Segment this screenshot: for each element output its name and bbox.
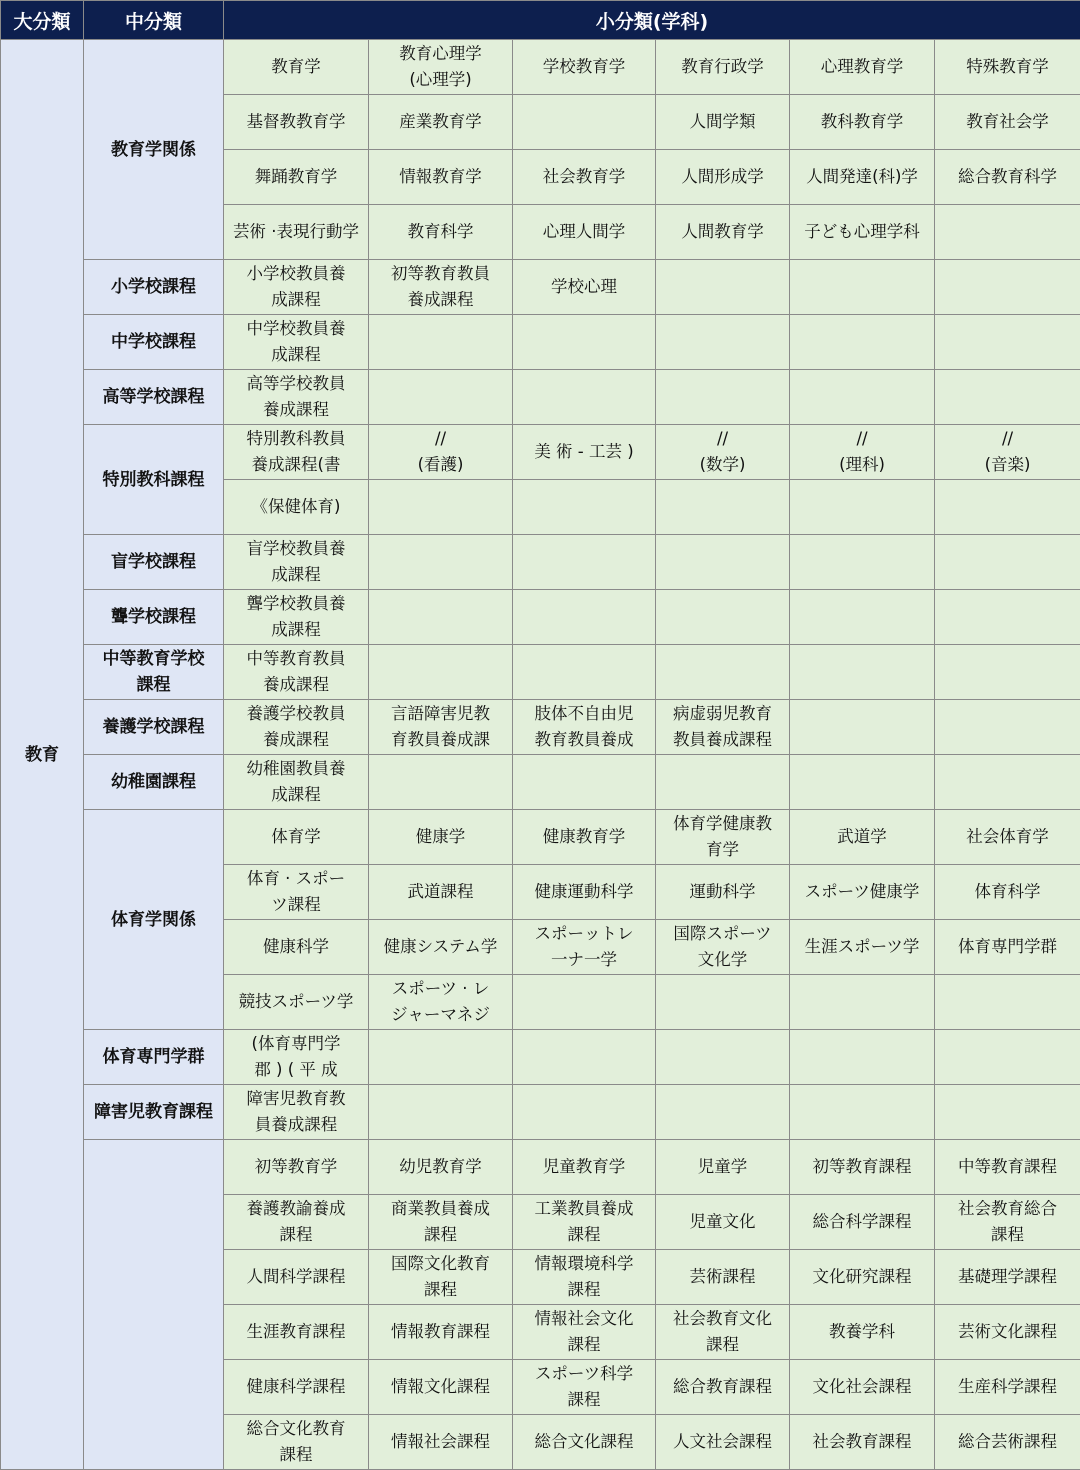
subject-cell <box>935 315 1080 370</box>
subject-cell: 盲学校教員養 成課程 <box>224 535 369 590</box>
subject-cell: 養護教諭養成 課程 <box>224 1195 369 1250</box>
subject-cell: スポーツ · レ ジャーマネジ <box>369 975 513 1030</box>
subject-cell: スポーツ健康学 <box>790 865 935 920</box>
header-sub: 小分類(学科) <box>224 1 1080 40</box>
subject-cell: 子ども心理学科 <box>790 205 935 260</box>
subject-cell: 総合教育科学 <box>935 150 1080 205</box>
subject-cell: 高等学校教員 養成課程 <box>224 370 369 425</box>
subject-cell: 社会教育学 <box>513 150 656 205</box>
subject-cell: 社会教育総合 課程 <box>935 1195 1080 1250</box>
subject-cell: 武道学 <box>790 810 935 865</box>
subject-cell <box>656 755 790 810</box>
subject-cell <box>656 370 790 425</box>
subject-cell <box>513 480 656 535</box>
mid-category-cell: 特別教科課程 <box>84 425 224 535</box>
major-category-cell: 教育 <box>1 40 84 1470</box>
mid-category-cell <box>84 1140 224 1470</box>
subject-cell <box>790 645 935 700</box>
subject-cell: 教育科学 <box>369 205 513 260</box>
subject-cell: 聾学校教員養 成課程 <box>224 590 369 645</box>
subject-cell: 舞踊教育学 <box>224 150 369 205</box>
mid-category-cell: 体育学関係 <box>84 810 224 1030</box>
subject-cell: 健康科学課程 <box>224 1360 369 1415</box>
subject-cell: 文化社会課程 <box>790 1360 935 1415</box>
subject-cell: 《保健体育) <box>224 480 369 535</box>
subject-cell: 初等教育課程 <box>790 1140 935 1195</box>
subject-cell <box>935 1085 1080 1140</box>
subject-cell <box>935 205 1080 260</box>
subject-cell <box>513 755 656 810</box>
table-row <box>1 645 1080 700</box>
subject-cell: // (看護) <box>369 425 513 480</box>
subject-cell: 児童教育学 <box>513 1140 656 1195</box>
subject-cell <box>369 315 513 370</box>
subject-cell: 基礎理学課程 <box>935 1250 1080 1305</box>
subject-cell: 体育学 <box>224 810 369 865</box>
subject-cell: 幼稚園教員養 成課程 <box>224 755 369 810</box>
subject-cell: 特殊教育学 <box>935 40 1080 95</box>
subject-cell: 児童学 <box>656 1140 790 1195</box>
mid-category-cell: 障害児教育課程 <box>84 1085 224 1140</box>
subject-cell <box>369 1085 513 1140</box>
subject-cell: 産業教育学 <box>369 95 513 150</box>
subject-cell: 体育 · スポー ツ課程 <box>224 865 369 920</box>
subject-cell: 幼児教育学 <box>369 1140 513 1195</box>
subject-cell <box>656 535 790 590</box>
subject-cell <box>935 590 1080 645</box>
subject-cell: 体育専門学群 <box>935 920 1080 975</box>
subject-cell <box>656 480 790 535</box>
mid-category-cell: 中等教育学校 課程 <box>84 645 224 700</box>
subject-cell: 運動科学 <box>656 865 790 920</box>
subject-cell: 健康運動科学 <box>513 865 656 920</box>
subject-cell <box>656 1030 790 1085</box>
subject-cell: 総合芸術課程 <box>935 1415 1080 1470</box>
subject-cell <box>935 260 1080 315</box>
subject-cell: 児童文化 <box>656 1195 790 1250</box>
header-row <box>1 1 1080 40</box>
subject-cell: 教養学科 <box>790 1305 935 1360</box>
subject-cell <box>790 1085 935 1140</box>
subject-cell <box>369 590 513 645</box>
subject-cell: 健康システム学 <box>369 920 513 975</box>
subject-cell <box>790 535 935 590</box>
subject-cell: 生涯スポーツ学 <box>790 920 935 975</box>
subject-cell: 教育心理学 (心理学) <box>369 40 513 95</box>
subject-cell <box>935 480 1080 535</box>
subject-cell <box>369 645 513 700</box>
table-row <box>1 425 1080 480</box>
subject-cell: 基督教教育学 <box>224 95 369 150</box>
table-row <box>1 700 1080 755</box>
subject-cell: // (数学) <box>656 425 790 480</box>
subject-cell <box>369 480 513 535</box>
subject-cell: 心理教育学 <box>790 40 935 95</box>
subject-cell: 人間学類 <box>656 95 790 150</box>
mid-category-cell: 養護学校課程 <box>84 700 224 755</box>
subject-cell: 人間発達(科)学 <box>790 150 935 205</box>
subject-cell: 美 術 - 工芸 ) <box>513 425 656 480</box>
table-row <box>1 1085 1080 1140</box>
subject-cell <box>513 370 656 425</box>
subject-cell: 中等教育教員 養成課程 <box>224 645 369 700</box>
subject-cell: 生産科学課程 <box>935 1360 1080 1415</box>
subject-cell: 情報社会課程 <box>369 1415 513 1470</box>
subject-cell <box>790 260 935 315</box>
subject-cell: 言語障害児教 育教員養成課 <box>369 700 513 755</box>
subject-cell <box>935 1030 1080 1085</box>
subject-cell <box>369 755 513 810</box>
table-row <box>1 315 1080 370</box>
subject-cell: 人間科学課程 <box>224 1250 369 1305</box>
table-row <box>1 810 1080 865</box>
subject-cell: 総合教育課程 <box>656 1360 790 1415</box>
subject-cell: 中等教育課程 <box>935 1140 1080 1195</box>
subject-cell <box>656 645 790 700</box>
subject-cell: 国際スポーツ 文化学 <box>656 920 790 975</box>
subject-cell <box>790 590 935 645</box>
table-row <box>1 535 1080 590</box>
subject-cell: スポーットレ 一ナ一学 <box>513 920 656 975</box>
subject-cell <box>656 975 790 1030</box>
subject-cell <box>790 700 935 755</box>
subject-cell: 小学校教員養 成課程 <box>224 260 369 315</box>
subject-cell: 健康科学 <box>224 920 369 975</box>
subject-cell: 工業教員養成 課程 <box>513 1195 656 1250</box>
subject-cell <box>656 590 790 645</box>
subject-cell <box>513 1030 656 1085</box>
subject-cell: 社会教育課程 <box>790 1415 935 1470</box>
subject-cell: 特別教科教員 養成課程(書 <box>224 425 369 480</box>
subject-cell <box>935 535 1080 590</box>
subject-cell: (体育専門学 郡 ) ( 平 成 <box>224 1030 369 1085</box>
table-row <box>1 40 1080 95</box>
subject-cell <box>513 535 656 590</box>
subject-cell <box>369 535 513 590</box>
subject-cell: 総合文化課程 <box>513 1415 656 1470</box>
table-row <box>1 260 1080 315</box>
subject-cell: 教育社会学 <box>935 95 1080 150</box>
subject-cell: 学校心理 <box>513 260 656 315</box>
subject-cell: 芸術 ·表現行動学 <box>224 205 369 260</box>
subject-cell: 人間形成学 <box>656 150 790 205</box>
table-row <box>1 755 1080 810</box>
subject-cell <box>369 1030 513 1085</box>
subject-cell: 体育科学 <box>935 865 1080 920</box>
subject-cell: 武道課程 <box>369 865 513 920</box>
subject-cell <box>656 315 790 370</box>
subject-cell <box>513 1085 656 1140</box>
subject-cell <box>935 700 1080 755</box>
subject-cell <box>935 645 1080 700</box>
subject-cell: 体育学健康教 育学 <box>656 810 790 865</box>
subject-cell <box>513 315 656 370</box>
subject-cell <box>935 975 1080 1030</box>
subject-cell: 教科教育学 <box>790 95 935 150</box>
subject-cell <box>935 755 1080 810</box>
subject-cell: // (理科) <box>790 425 935 480</box>
subject-cell: 心理人間学 <box>513 205 656 260</box>
subject-cell <box>513 95 656 150</box>
mid-category-cell: 幼稚園課程 <box>84 755 224 810</box>
subject-cell: 情報教育学 <box>369 150 513 205</box>
mid-category-cell: 盲学校課程 <box>84 535 224 590</box>
subject-cell: 教育行政学 <box>656 40 790 95</box>
subject-cell: 芸術文化課程 <box>935 1305 1080 1360</box>
subject-cell: 学校教育学 <box>513 40 656 95</box>
subject-cell: 病虚弱児教育 教員養成課程 <box>656 700 790 755</box>
subject-cell: 中学校教員養 成課程 <box>224 315 369 370</box>
subject-cell <box>790 480 935 535</box>
subject-cell: 人間教育学 <box>656 205 790 260</box>
subject-cell: 国際文化教育 課程 <box>369 1250 513 1305</box>
header-major: 大分類 <box>1 1 84 40</box>
subject-cell: 生涯教育課程 <box>224 1305 369 1360</box>
subject-cell: 健康学 <box>369 810 513 865</box>
subject-cell <box>790 975 935 1030</box>
subject-cell: 障害児教育教 員養成課程 <box>224 1085 369 1140</box>
subject-cell: 養護学校教員 養成課程 <box>224 700 369 755</box>
subject-cell: 教育学 <box>224 40 369 95</box>
subject-cell <box>935 370 1080 425</box>
table-row <box>1 370 1080 425</box>
subject-cell: 初等教育学 <box>224 1140 369 1195</box>
mid-category-cell: 高等学校課程 <box>84 370 224 425</box>
subject-cell <box>790 755 935 810</box>
subject-cell <box>369 370 513 425</box>
subject-cell: 情報社会文化 課程 <box>513 1305 656 1360</box>
mid-category-cell: 聾学校課程 <box>84 590 224 645</box>
mid-category-cell: 体育専門学群 <box>84 1030 224 1085</box>
subject-cell: 情報教育課程 <box>369 1305 513 1360</box>
subject-cell: 社会教育文化 課程 <box>656 1305 790 1360</box>
subject-cell <box>513 645 656 700</box>
mid-category-cell: 小学校課程 <box>84 260 224 315</box>
subject-cell: 社会体育学 <box>935 810 1080 865</box>
subject-cell: 情報環境科学 課程 <box>513 1250 656 1305</box>
header-mid: 中分類 <box>84 1 224 40</box>
table-body <box>1 40 1080 1470</box>
subject-cell: 人文社会課程 <box>656 1415 790 1470</box>
subject-cell: 初等教育教員 養成課程 <box>369 260 513 315</box>
subject-cell <box>656 1085 790 1140</box>
table-row <box>1 590 1080 645</box>
subject-cell: 総合科学課程 <box>790 1195 935 1250</box>
mid-category-cell: 中学校課程 <box>84 315 224 370</box>
subject-cell: 芸術課程 <box>656 1250 790 1305</box>
subject-cell: 競技スポーツ学 <box>224 975 369 1030</box>
table-row <box>1 1140 1080 1195</box>
mid-category-cell: 教育学関係 <box>84 40 224 260</box>
subject-cell <box>513 590 656 645</box>
subject-cell: 肢体不自由児 教育教員養成 <box>513 700 656 755</box>
subject-cell <box>513 975 656 1030</box>
subject-cell <box>790 315 935 370</box>
table-row <box>1 1030 1080 1085</box>
subject-cell: 総合文化教育 課程 <box>224 1415 369 1470</box>
subject-cell <box>790 1030 935 1085</box>
subject-cell: 商業教員養成 課程 <box>369 1195 513 1250</box>
subject-cell <box>656 260 790 315</box>
subject-cell <box>790 370 935 425</box>
subject-cell: 情報文化課程 <box>369 1360 513 1415</box>
subject-cell: // (音楽) <box>935 425 1080 480</box>
subject-cell: スポーツ科学 課程 <box>513 1360 656 1415</box>
subject-cell: 健康教育学 <box>513 810 656 865</box>
subject-cell: 文化研究課程 <box>790 1250 935 1305</box>
